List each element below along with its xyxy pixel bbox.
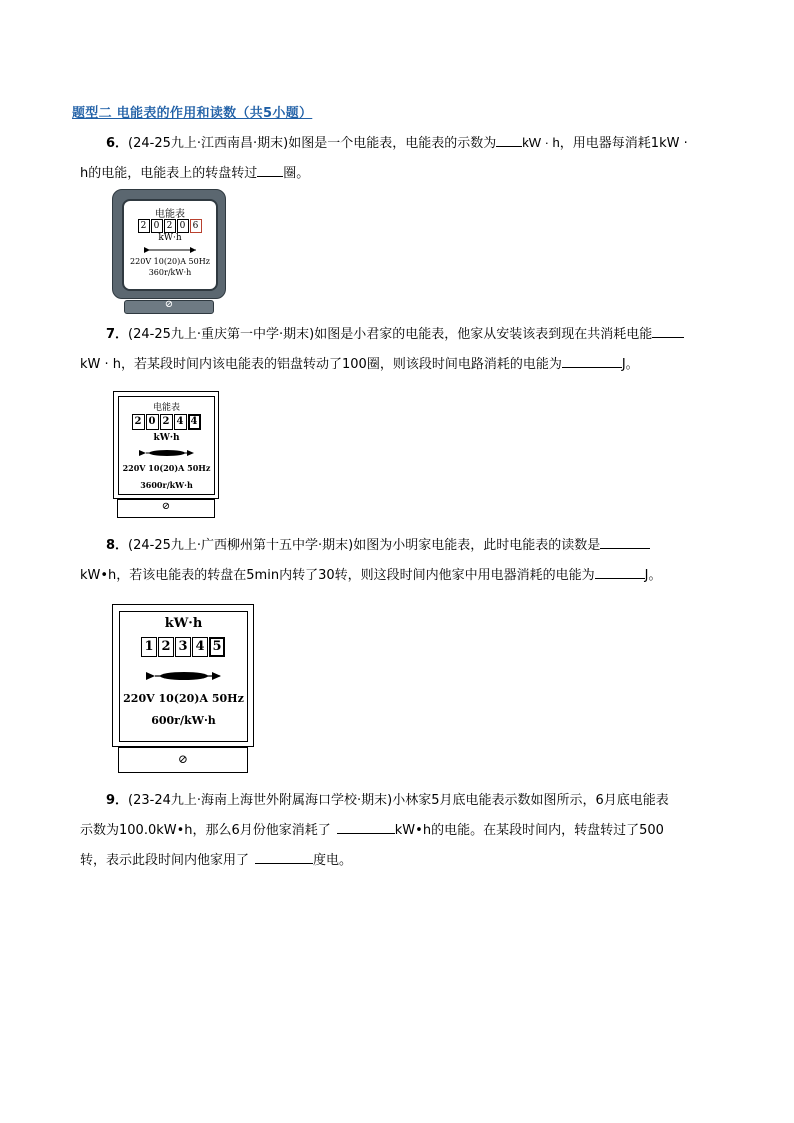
question-9-line-1	[80, 786, 730, 816]
digit: 3	[175, 637, 191, 657]
question-9-line-3	[80, 846, 730, 876]
digit: 0	[177, 219, 189, 233]
meter-terminal-box	[124, 300, 214, 314]
question-8-line-1	[80, 531, 730, 561]
question-text: (24-25九上·江西南昌·期末)如图是一个电能表，电能表的示数为	[128, 136, 497, 151]
question-7-line-2	[80, 350, 730, 380]
answer-blank[interactable]	[600, 534, 650, 549]
electric-meter-figure-2	[113, 391, 219, 519]
question-text: 转，表示此段时间内他家用了	[80, 853, 250, 868]
question-text: 圈。	[283, 166, 310, 181]
question-text: kW•h，若该电能表的转盘在5min内转了30转，则这段时间内他家中用电器消耗的电能为	[80, 568, 595, 583]
terminal-symbol-icon: ⊘	[164, 299, 174, 310]
digit: 2	[164, 219, 176, 233]
meter-spec-revolutions: 600r/kW·h	[151, 714, 216, 727]
meter-face	[119, 611, 248, 742]
meter-casing	[112, 189, 226, 299]
rotation-disc-icon	[139, 448, 195, 458]
answer-blank[interactable]	[652, 323, 684, 338]
question-6	[80, 128, 730, 189]
meter-face	[122, 199, 218, 291]
meter-spec-voltage: 220V 10(20)A 50Hz	[123, 692, 244, 705]
digit: 0	[151, 219, 163, 233]
meter-title: 电能表	[155, 209, 185, 220]
question-number: 6．	[106, 136, 129, 151]
terminal-symbol-icon: ⊘	[177, 752, 189, 766]
question-text: J。	[621, 357, 639, 372]
section-title: 题型二 电能表的作用和读数（共5小题）	[72, 106, 313, 121]
question-number: 7．	[106, 327, 129, 342]
digit: 1	[141, 637, 157, 657]
question-text: 度电。	[313, 853, 353, 868]
answer-blank[interactable]	[562, 353, 622, 368]
answer-blank[interactable]	[257, 162, 283, 177]
digit: 0	[146, 414, 159, 430]
meter-outer-frame	[112, 604, 254, 747]
answer-blank[interactable]	[595, 564, 645, 579]
meter-spec-voltage: 220V 10(20)A 50Hz	[122, 463, 211, 473]
question-text: kW · h，若某段时间内该电能表的铝盘转动了100圈，则该段时间电路消耗的电能为	[80, 357, 562, 372]
meter-digits	[120, 637, 247, 657]
question-text: (24-25九上·广西柳州第十五中学·期末)如图为小明家电能表，此时电能表的读数是	[128, 538, 601, 553]
electric-meter-figure-3	[112, 604, 254, 774]
meter-digits	[119, 414, 214, 430]
meter-spec-revolutions: 360r/kW·h	[148, 268, 192, 277]
answer-blank[interactable]	[337, 819, 395, 834]
question-7-line-1	[80, 320, 730, 350]
meter-unit: kW·h	[158, 233, 182, 243]
terminal-symbol-icon: ⊘	[161, 501, 171, 512]
question-text: ，用电器每消耗1kW ·	[559, 136, 688, 151]
meter-digits	[124, 219, 216, 233]
question-6-line-1	[80, 128, 730, 159]
digit: 4	[192, 637, 208, 657]
meter-face	[118, 396, 215, 495]
question-6-line-2	[80, 159, 730, 189]
question-number: 9．	[106, 793, 129, 808]
question-text: 示数为100.0kW•h，那么6月份他家消耗了	[80, 823, 331, 838]
question-text: kW•h的电能。在某段时间内，转盘转过了500	[394, 823, 664, 838]
digit-decimal: 4	[188, 414, 201, 430]
question-number: 8．	[106, 538, 129, 553]
meter-terminal-box	[117, 499, 215, 518]
question-9-line-2	[80, 816, 730, 846]
electric-meter-figure-1	[112, 189, 226, 315]
meter-unit: kW·h	[153, 433, 180, 443]
meter-spec-revolutions: 3600r/kW·h	[140, 480, 193, 490]
question-text: J。	[644, 568, 662, 583]
meter-terminal-box	[118, 747, 248, 773]
question-text: h的电能，电能表上的转盘转过	[80, 166, 258, 181]
digit-decimal: 6	[190, 219, 202, 233]
question-7	[80, 320, 730, 380]
question-8-line-2	[80, 561, 730, 591]
digit: 2	[158, 637, 174, 657]
digit-decimal: 5	[209, 637, 225, 657]
question-8	[80, 531, 730, 591]
digit: 2	[138, 219, 150, 233]
unit-text: kW · h	[522, 135, 560, 150]
meter-outer-frame	[113, 391, 219, 499]
question-9	[80, 786, 730, 876]
question-text: (24-25九上·重庆第一中学·期末)如图是小君家的电能表，他家从安装该表到现在共消耗电能	[128, 327, 653, 342]
meter-spec-voltage: 220V 10(20)A 50Hz	[130, 257, 210, 266]
answer-blank[interactable]	[496, 132, 522, 147]
answer-blank[interactable]	[255, 849, 313, 864]
meter-unit: kW·h	[164, 616, 203, 631]
meter-title: 电能表	[152, 403, 180, 413]
question-text: (23-24九上·海南上海世外附属海口学校·期末)小林家5月底电能表示数如图所示，6月底电能表	[128, 793, 669, 808]
digit: 2	[160, 414, 173, 430]
digit: 2	[132, 414, 145, 430]
digit: 4	[174, 414, 187, 430]
rotation-disc-icon	[146, 670, 222, 682]
rotation-arrow-icon	[142, 245, 198, 255]
